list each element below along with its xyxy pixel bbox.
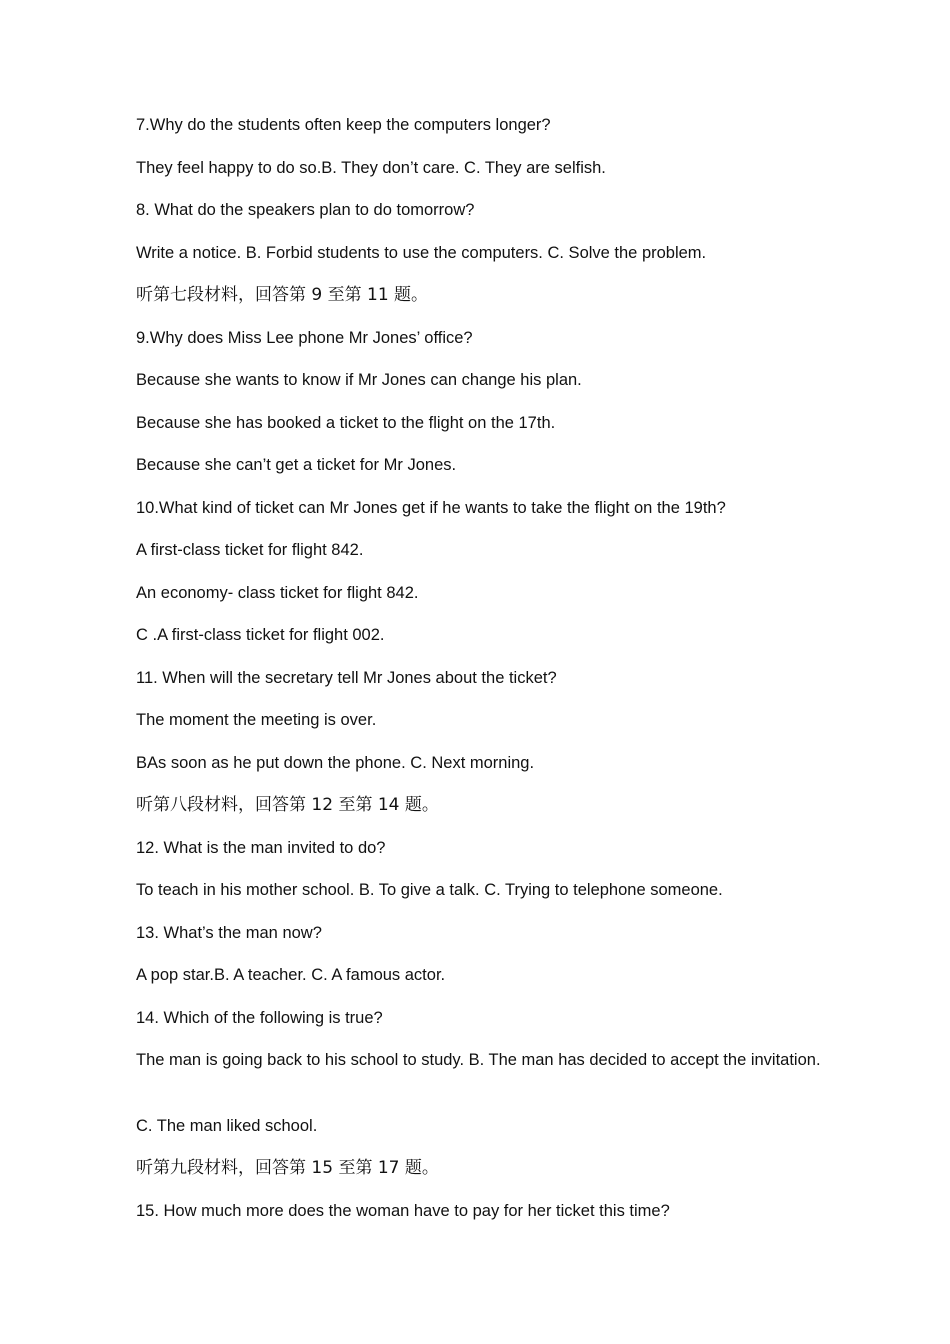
question-7: 7.Why do the students often keep the computers longer? bbox=[136, 116, 551, 134]
question-8-options: Write a notice. B. Forbid students to use the computers. C. Solve the problem. bbox=[136, 244, 707, 262]
question-12: 12. What is the man invited to do? bbox=[136, 839, 386, 857]
question-10-option-b: An economy- class ticket for flight 842. bbox=[136, 584, 419, 602]
question-11: 11. When will the secretary tell Mr Jones about the ticket? bbox=[136, 669, 557, 687]
question-14-options-ab: The man is going back to his school to study. B. The man has decided to accept the invitation. bbox=[136, 1051, 821, 1069]
question-7-options: They feel happy to do so.B. They don’t care. C. They are selfish. bbox=[136, 159, 606, 177]
question-11-options-bc: BAs soon as he put down the phone. C. Next morning. bbox=[136, 754, 535, 772]
section-heading-8: 听第八段材料，回答第 12 至第 14 题。 bbox=[136, 795, 439, 815]
question-10-option-a: A first-class ticket for flight 842. bbox=[136, 541, 364, 559]
question-14-option-c: C. The man liked school. bbox=[136, 1117, 318, 1135]
question-8: 8. What do the speakers plan to do tomorrow? bbox=[136, 201, 475, 219]
question-10-option-c: C .A first-class ticket for flight 002. bbox=[136, 626, 385, 644]
question-15: 15. How much more does the woman have to pay for her ticket this time? bbox=[136, 1202, 670, 1220]
question-13-options: A pop star.B. A teacher. C. A famous actor. bbox=[136, 966, 446, 984]
question-10: 10.What kind of ticket can Mr Jones get if he wants to take the flight on the 19th? bbox=[136, 499, 726, 517]
question-12-options: To teach in his mother school. B. To give a talk. C. Trying to telephone someone. bbox=[136, 881, 723, 899]
question-14: 14. Which of the following is true? bbox=[136, 1009, 383, 1027]
question-9-option-c: Because she can’t get a ticket for Mr Jones. bbox=[136, 456, 457, 474]
question-11-option-a: The moment the meeting is over. bbox=[136, 711, 377, 729]
question-9-option-b: Because she has booked a ticket to the flight on the 17th. bbox=[136, 414, 556, 432]
question-13: 13. What’s the man now? bbox=[136, 924, 322, 942]
section-heading-9: 听第九段材料，回答第 15 至第 17 题。 bbox=[136, 1158, 439, 1178]
question-9-option-a: Because she wants to know if Mr Jones can change his plan. bbox=[136, 371, 582, 389]
section-heading-7: 听第七段材料，回答第 9 至第 11 题。 bbox=[136, 285, 429, 305]
question-9: 9.Why does Miss Lee phone Mr Jones’ office? bbox=[136, 329, 473, 347]
